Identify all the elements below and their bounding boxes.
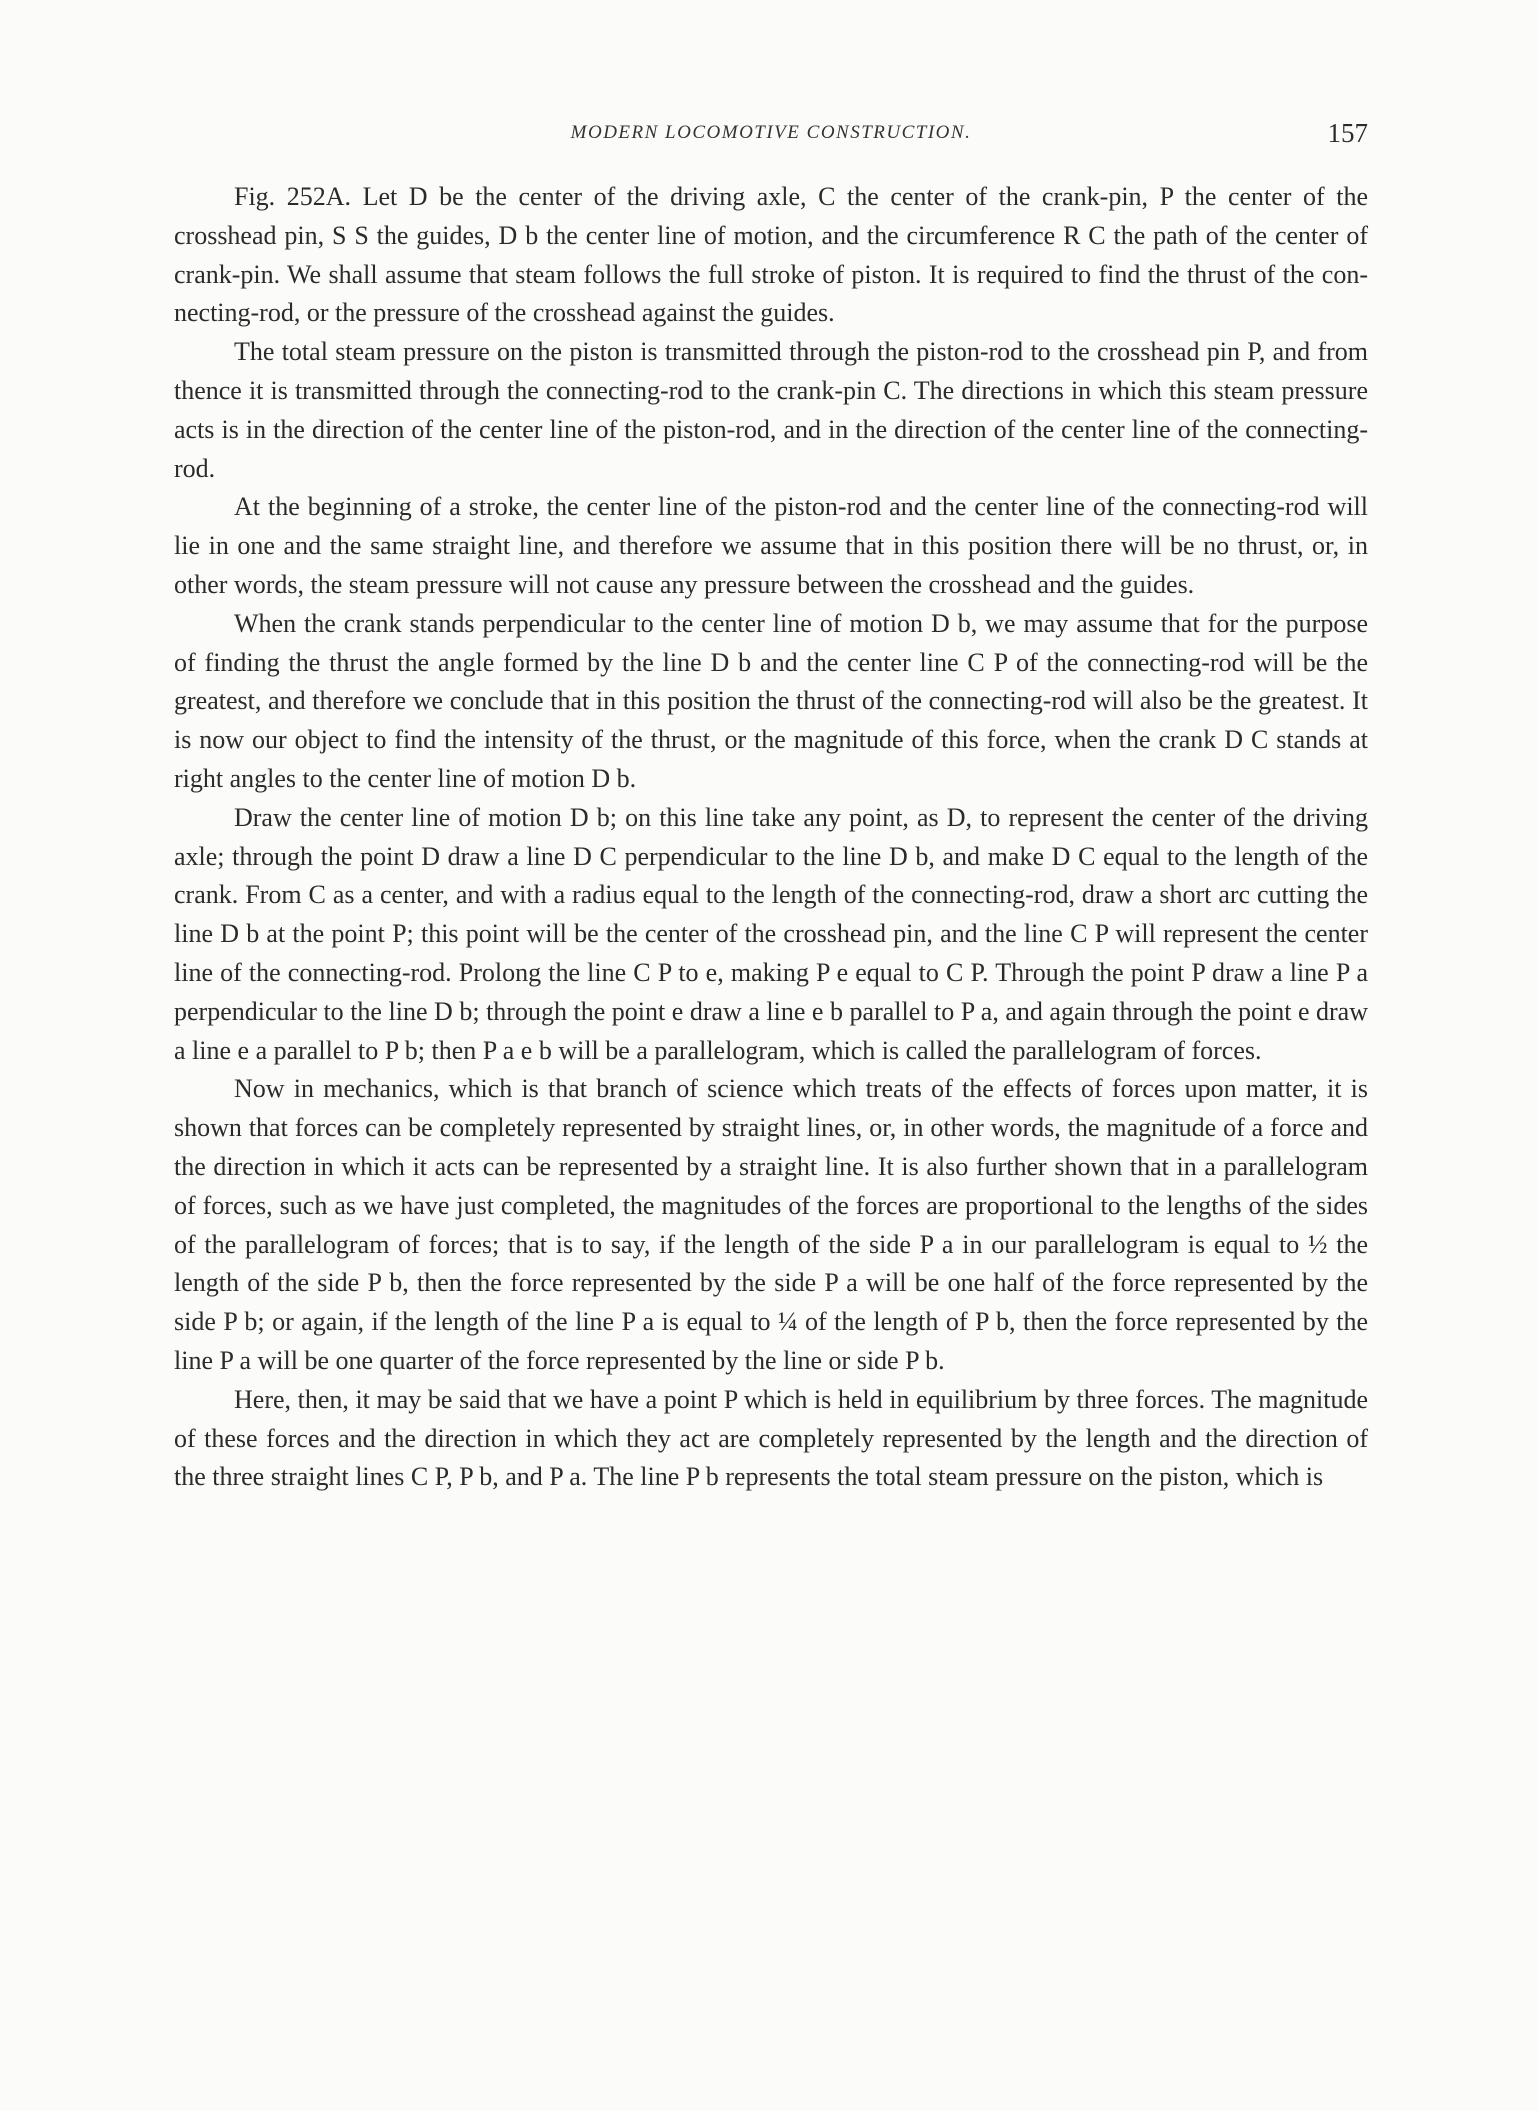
paragraph-beginning-of-stroke: At the beginning of a stroke, the center line of the piston-rod and the center line of the connecting-rod will lie in one and the same straight line, and therefore we assume that in this position there will be no thrust, or, in other words, the steam pressure will not cause any pressure between the crosshead and the guides.: [174, 492, 1368, 599]
paragraph-construction: Draw the center line of motion D b; on this line take any point, as D, to represent the center of the driving axle; through the point D draw a line D C perpendicular to the line D b, and make D C equal to the length of the crank. From C as a center, and with a radius equal to the length of the connecting-rod, draw a short arc cutting the line D b at the point P; this point will be the center of the crosshead pin, and the line C P will represent the center line of the connecting-rod. Prolong the line C P to e, making P e equal to C P. Through the point P draw a line P a perpendicular to the line D b; through the point e draw a line e b parallel to P a, and again through the point e draw a line e a parallel to P b; then P a e b will be a parallelogram, which is called the parallelogram of forces.: [174, 802, 1368, 1065]
running-head: [174, 118, 1368, 158]
page-number: 157: [1327, 118, 1368, 148]
paragraph-steam-pressure: The total steam pressure on the piston is transmitted through the piston-rod to the crosshead pin P, and from thence it is transmitted through the connecting-rod to the crank-pin C. The directions in which this steam pressure acts is in the direction of the center line of the piston-rod, and in the direction of the center line of the connecting-rod.: [174, 337, 1368, 483]
paragraph-crank-perpendicular: When the crank stands perpendicular to the center line of motion D b, we may assume that for the purpose of finding the thrust the angle formed by the line D b and the center line C P of the connecting-rod will be the greatest, and therefore we conclude that in this position the thrust of the connecting-rod will also be the greatest. It is now our object to find the intensity of the thrust, or the magnitude of this force, when the crank D C stands at right angles to the center line of motion D b.: [174, 608, 1368, 793]
paragraph-equilibrium: Here, then, it may be said that we have a point P which is held in equilibrium by three forces. The magnitude of these forces and the direction in which they act are completely represented by the length and the direction of the three straight lines C P, P b, and P a. The line P b represents the total steam pressure on the piston, which is: [174, 1384, 1368, 1492]
body-text: [174, 178, 1368, 1497]
paragraph-mechanics: Now in mechanics, which is that branch of science which treats of the effects of forces upon matter, it is shown that forces can be completely represented by straight lines, or, in other words, the magnitude of a force and the direction in which it acts can be represented by a straight line. It is also further shown that in a parallelogram of forces, such as we have just completed, the magnitudes of the forces are proportional to the lengths of the sides of the parallelogram of forces; that is to say, if the length of the side P a in our parallelogram is equal to ½ the length of the side P b, then the force represented by the side P a will be one half of the force represented by the side P b; or again, if the length of the line P a is equal to ¼ of the length of P b, then the force represented by the line P a will be one quarter of the force represented by the line or side P b.: [174, 1074, 1368, 1375]
running-title: MODERN LOCOMOTIVE CONSTRUCTION.: [570, 122, 972, 143]
paragraph-fig-252a: Fig. 252A. Let D be the center of the driving axle, C the center of the crank-pin, P the center of the crosshead pin, S S the guides, D b the center line of motion, and the circumference R C the path of the center of crank-pin. We shall assume that steam follows the full stroke of piston. It is required to find the thrust of the connecting-rod, or the pressure of the crosshead against the guides.: [174, 182, 1368, 328]
